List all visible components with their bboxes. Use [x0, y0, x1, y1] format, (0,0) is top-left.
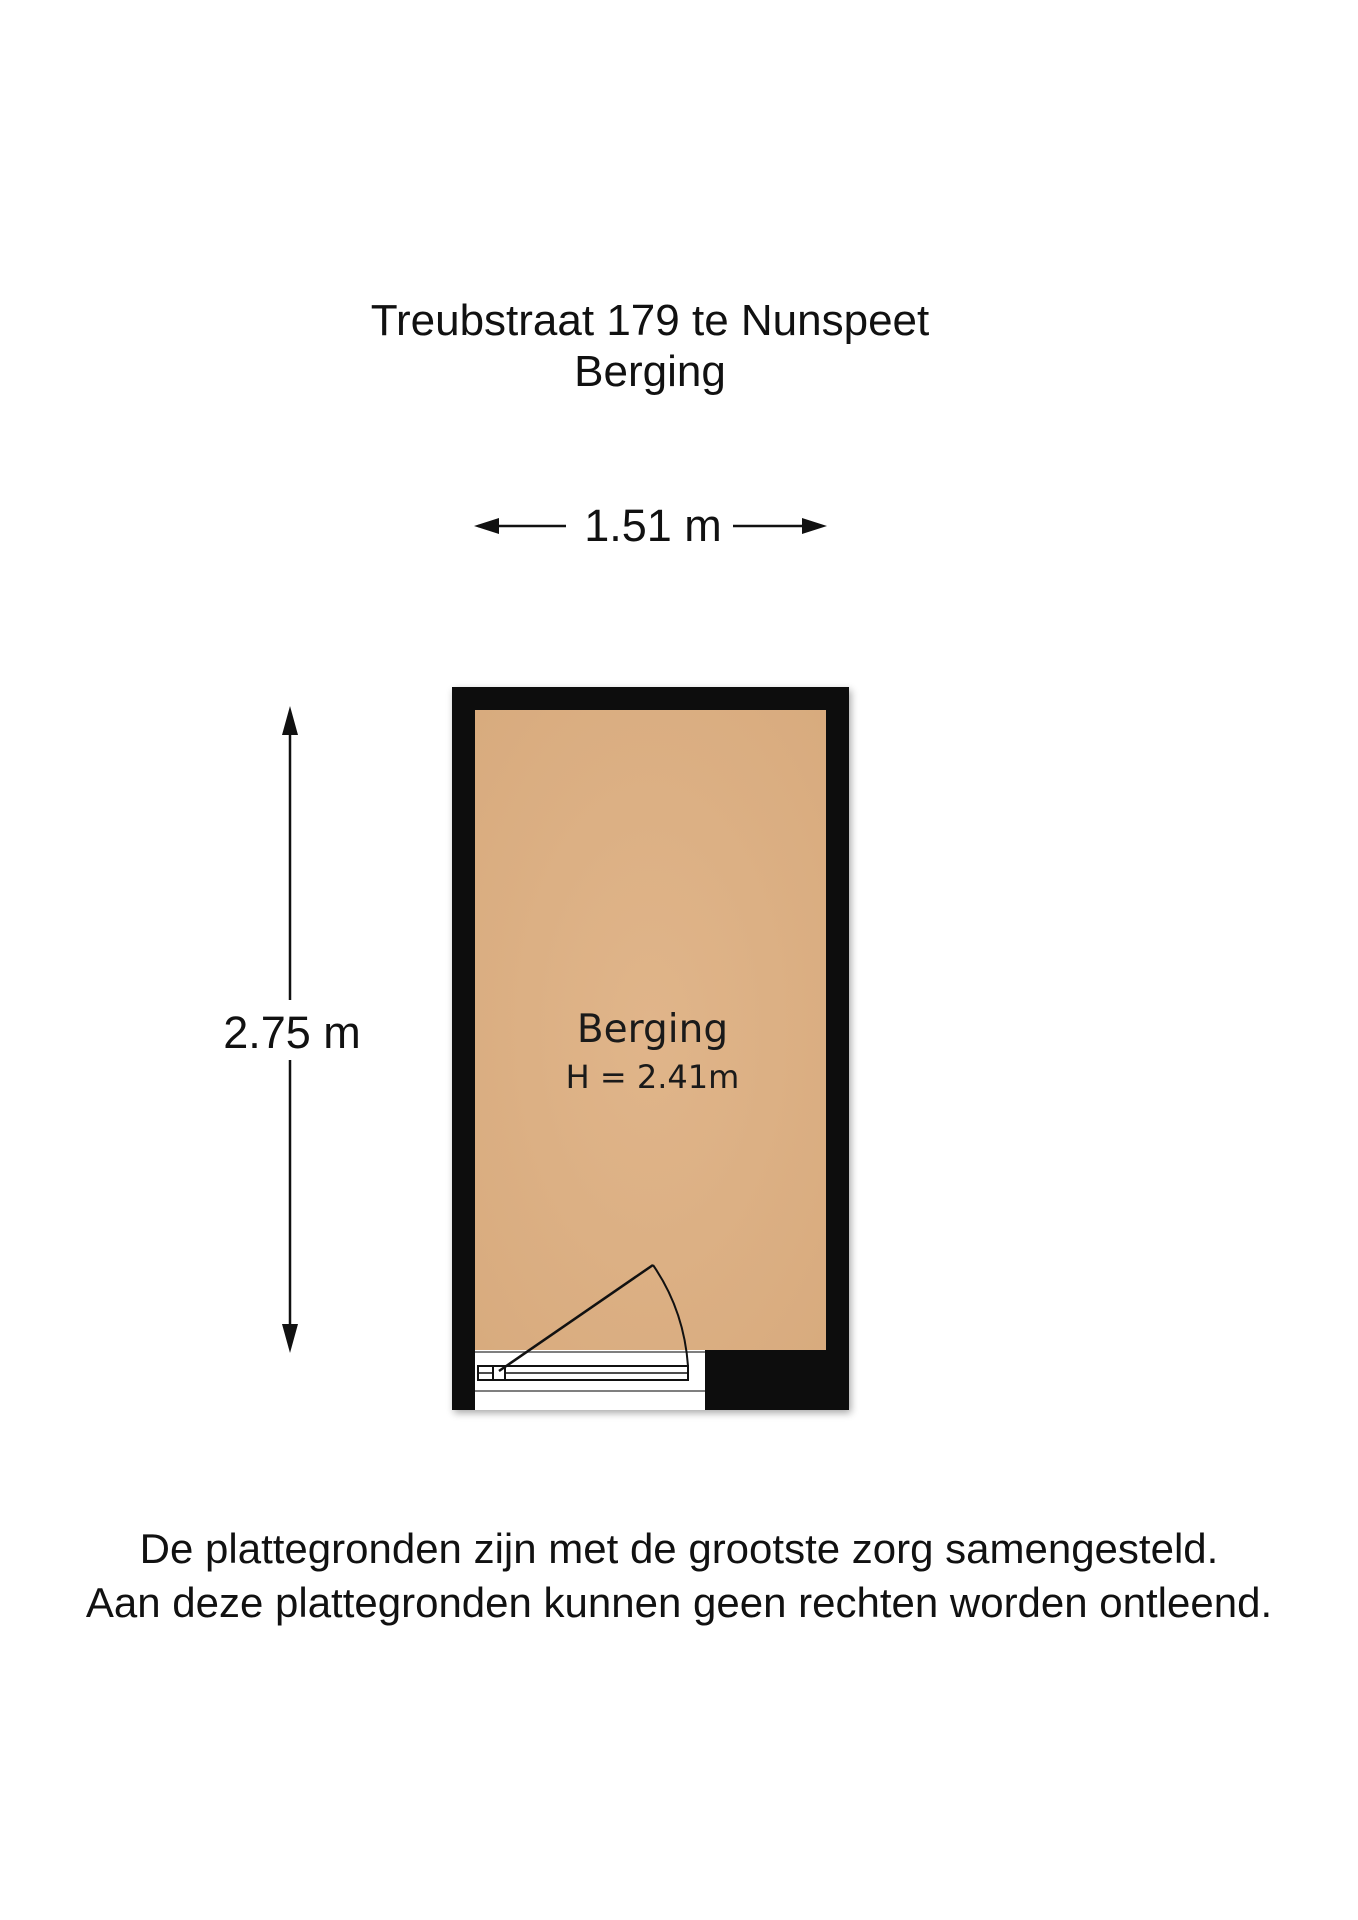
- disclaimer-line-1: De plattegronden zijn met de grootste zorg samengesteld.: [139, 1525, 1219, 1572]
- room-name: Berging: [576, 1007, 729, 1052]
- arrow-down-icon: [282, 1324, 298, 1353]
- arrow-left-icon: [474, 518, 499, 534]
- arrow-up-icon: [282, 706, 298, 735]
- room-ceiling-height: H = 2.41m: [565, 1058, 740, 1096]
- width-dimension-label: 1.51 m: [573, 500, 733, 552]
- door-opening: [475, 1350, 705, 1410]
- disclaimer: [0, 1522, 1358, 1630]
- room-label: [520, 1005, 785, 1099]
- address-title: Treubstraat 179 te Nunspeet: [370, 296, 930, 345]
- height-dimension-label: 2.75 m: [212, 1007, 372, 1059]
- arrow-right-icon: [802, 518, 827, 534]
- disclaimer-line-2: Aan deze plattegronden kunnen geen rechten worden ontleend.: [85, 1579, 1273, 1626]
- floor-subtitle: Berging: [574, 347, 726, 396]
